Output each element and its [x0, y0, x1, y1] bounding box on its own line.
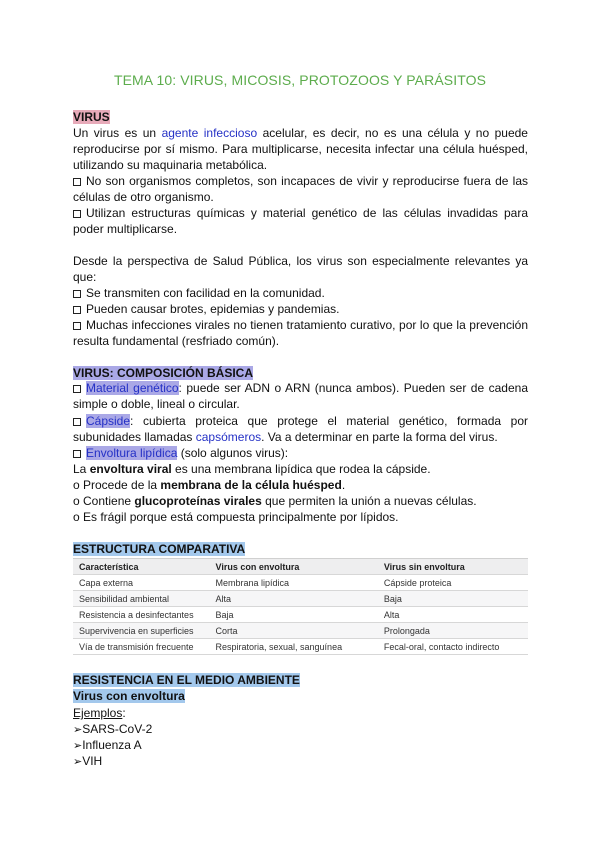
table-row [73, 575, 528, 591]
document-title: TEMA 10: VIRUS, MICOSIS, PROTOZOOS Y PARÁSITOS [113, 72, 487, 88]
example-item: ➢VIH [73, 754, 103, 768]
virus-bullet-1: No son organismos completos, son incapaces de vivir y reproducirse fuera de las células de otro organismo. [73, 174, 528, 204]
checkbox-bullet-icon [73, 290, 81, 298]
checkbox-bullet-icon [73, 385, 81, 393]
table-header-cell: Virus sin envoltura [378, 559, 528, 575]
checkbox-bullet-icon [73, 450, 81, 458]
table-row [73, 607, 528, 623]
envoltura-item: Envoltura lipídica (solo algunos virus): [73, 445, 528, 461]
subheading-virus-con-envoltura: Virus con envoltura [73, 689, 185, 703]
public-health-intro: Desde la perspectiva de Salud Pública, los virus son especialmente relevantes ya que: [73, 254, 528, 284]
material-genetico-term: Material genético [86, 381, 179, 395]
table-cell: Baja [210, 607, 378, 623]
arrow-bullet-icon: ➢ [73, 755, 83, 768]
examples-label: Ejemplos: [73, 706, 126, 720]
table-cell: Alta [210, 591, 378, 607]
section-heading-resistance: RESISTENCIA EN EL MEDIO AMBIENTE [73, 673, 300, 687]
envoltura-line-1: La envoltura viral es una membrana lipídica que rodea la cápside. [73, 462, 431, 476]
table-cell: Supervivencia en superficies [73, 623, 210, 639]
checkbox-bullet-icon [73, 210, 81, 218]
checkbox-bullet-icon [73, 418, 81, 426]
arrow-bullet-icon: ➢ [73, 723, 83, 736]
table-cell: Resistencia a desinfectantes [73, 607, 210, 623]
table-header-cell: Virus con envoltura [210, 559, 378, 575]
capsomeros-link: capsómeros [195, 430, 262, 444]
agente-infeccioso-link: agente infeccioso [161, 126, 258, 140]
public-health-bullet-1: Se transmiten con facilidad en la comunidad. [73, 285, 528, 301]
table-cell: Fecal-oral, contacto indirecto [378, 639, 528, 655]
envoltura-line-2: o Procede de la membrana de la célula huésped. [73, 478, 346, 492]
capside-term: Cápside [86, 414, 131, 428]
table-cell: Sensibilidad ambiental [73, 591, 210, 607]
table-header-cell: Característica [73, 559, 210, 575]
arrow-bullet-icon: ➢ [73, 739, 83, 752]
table-header-row [73, 559, 528, 575]
public-health-bullet-2: Pueden causar brotes, epidemias y pandemias. [73, 301, 528, 317]
table-cell: Baja [378, 591, 528, 607]
table-cell: Capa externa [73, 575, 210, 591]
example-item: ➢SARS-CoV-2 [73, 722, 153, 736]
comparison-table [73, 558, 528, 655]
table-cell: Prolongada [378, 623, 528, 639]
virus-intro-paragraph: Un virus es un agente infeccioso acelular, es decir, no es una célula y no puede reproducirse por sí mismo. Para multiplicarse, necesita infectar una célula huésped, utilizando su maquinaria metabólica. [73, 126, 528, 172]
table-cell: Respiratoria, sexual, sanguínea [210, 639, 378, 655]
table-cell: Alta [378, 607, 528, 623]
checkbox-bullet-icon [73, 306, 81, 314]
table-cell: Membrana lipídica [210, 575, 378, 591]
section-heading-comparative: ESTRUCTURA COMPARATIVA [73, 542, 246, 556]
table-cell: Corta [210, 623, 378, 639]
example-item: ➢Influenza A [73, 738, 142, 752]
section-heading-virus: VIRUS [73, 110, 110, 124]
table-row [73, 639, 528, 655]
table-row [73, 623, 528, 639]
section-heading-composition: VIRUS: COMPOSICIÓN BÁSICA [73, 366, 254, 380]
envoltura-term: Envoltura lipídica [86, 446, 178, 460]
envoltura-line-4: o Es frágil porque está compuesta principalmente por lípidos. [73, 510, 399, 524]
table-cell: Vía de transmisión frecuente [73, 639, 210, 655]
checkbox-bullet-icon [73, 322, 81, 330]
material-genetico-item: Material genético: puede ser ADN o ARN (nunca ambos). Pueden ser de cadena simple o doble, lineal o circular. [73, 381, 528, 411]
envoltura-line-3: o Contiene glucoproteínas virales que permiten la unión a nuevas células. [73, 494, 477, 508]
checkbox-bullet-icon [73, 178, 81, 186]
virus-bullet-2: Utilizan estructuras químicas y material genético de las células invadidas para poder multiplicarse. [73, 206, 528, 236]
table-cell: Cápside proteica [378, 575, 528, 591]
table-row [73, 591, 528, 607]
public-health-bullet-3: Muchas infecciones virales no tienen tratamiento curativo, por lo que la prevención resulta fundamental (resfriado común). [73, 318, 528, 348]
capside-item: Cápside: cubierta proteica que protege el material genético, formada por subunidades llamadas capsómeros. Va a determinar en parte la forma del virus. [73, 414, 528, 444]
